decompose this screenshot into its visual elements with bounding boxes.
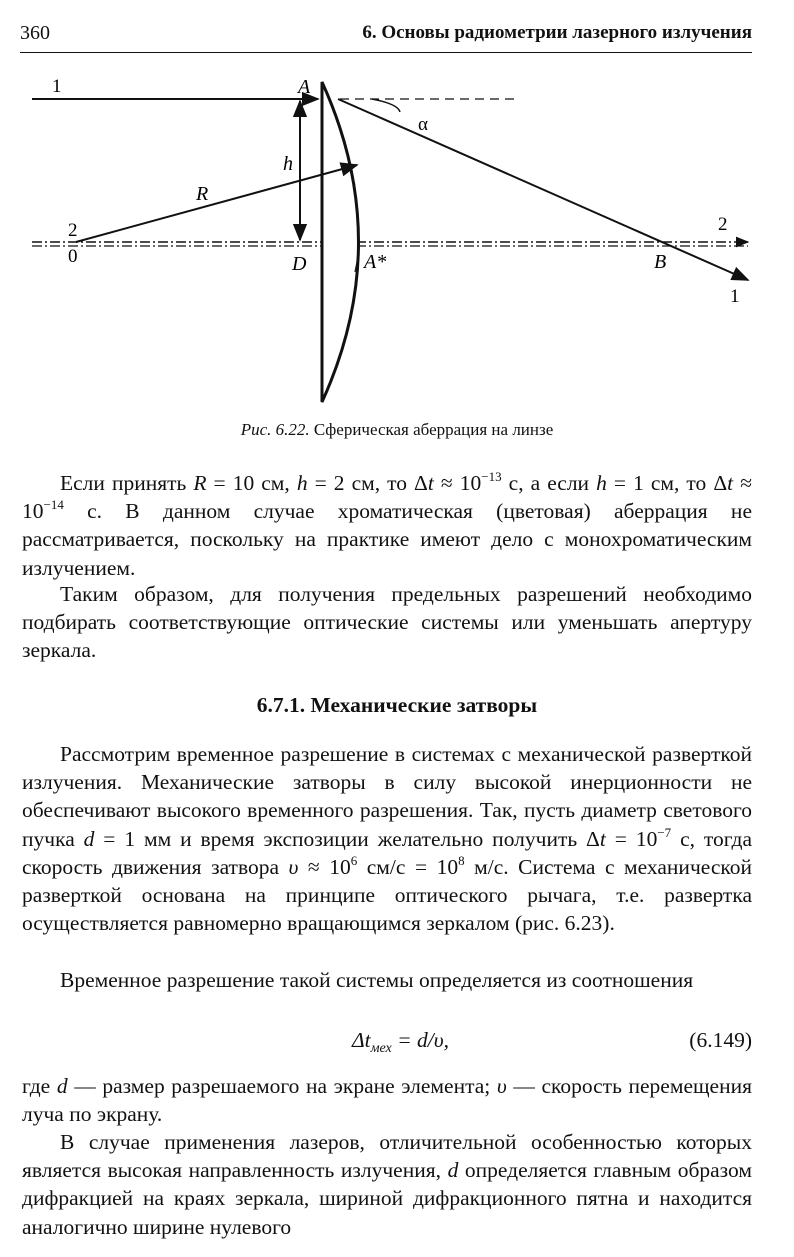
label-A: A — [298, 76, 311, 98]
page-number: 360 — [20, 22, 50, 44]
paragraph-3: Рассмотрим временное разрешение в системах с механической разверткой излучения. Механические затворы в силу высокой инерционности не обеспечивают высокого временного разрешения. Так, пусть диаметр светового пучка d = 1 мм и время экспозиции желательно получить $\Delta t = 10^{-7}$ с, тогда скорость движения затвора $\upsilon \approx 10^6$ $см/с = 10^8$ м/с. Система с механической разверткой основана на принципе оптического рычага, т.е. развертка осуществляется равномерно вращающимся зеркалом (рис. 6.23). — [22, 742, 752, 936]
figure-spherical-aberration — [0, 60, 794, 410]
caption-text: Сферическая аберрация на линзе — [313, 420, 554, 439]
formula-6-149: $\Delta t_{мех} = d/\upsilon$, (6.149) — [352, 1028, 752, 1056]
header-rule — [20, 52, 752, 53]
paragraph-5: где d — размер разрешаемого на экране элемента; υ — скорость перемещения луча по экрану. — [22, 1074, 752, 1127]
label-R: R — [196, 183, 209, 205]
radius-R — [76, 165, 357, 242]
paragraph-4: Временное разрешение такой системы определяется из соотношения — [60, 968, 694, 992]
label-D: D — [292, 253, 307, 275]
label-alpha: α — [418, 114, 428, 135]
paragraph-6: В случае применения лазеров, отличительной особенностью которых является высокая направленность излучения, d определяется главным образом дифракцией на краях зеркала, шириной дифракционного пятна и находится аналогично ширине нулевого — [22, 1130, 752, 1239]
figure-caption — [0, 420, 794, 440]
label-2-right: 2 — [718, 214, 728, 235]
chapter-title: 6. Основы радиометрии лазерного излучения — [362, 22, 752, 43]
lens — [322, 82, 359, 402]
label-A-star: A* — [364, 251, 387, 273]
section-title: 6.7.1. Механические затворы — [256, 693, 538, 717]
label-1-right: 1 — [730, 286, 740, 307]
paragraph-2: Таким образом, для получения предельных разрешений необходимо подбирать соответствующие оптические системы или уменьшать апертуру зеркала. — [22, 582, 752, 663]
label-2-left: 2 — [68, 220, 78, 241]
paragraph-1: Если принять R = 10 см, h = 2 см, то $\Delta t \approx 10^{-13}$ с, а если h = 1 см, то $\Delta t \approx 10^{-14}$ с. В данном случае хроматическая (цветовая) аберрация не рассматривается, поскольку на практике имеют дело с монохроматическим излучением. — [22, 469, 752, 580]
label-B: B — [654, 251, 667, 273]
label-ray-1: 1 — [52, 76, 62, 97]
label-0: 0 — [68, 246, 78, 267]
label-h: h — [283, 153, 293, 175]
ray-1-refracted — [338, 99, 748, 280]
angle-alpha-arc — [372, 99, 400, 112]
formula-number: (6.149) — [689, 1028, 752, 1052]
caption-label: Рис. 6.22. — [240, 420, 310, 439]
